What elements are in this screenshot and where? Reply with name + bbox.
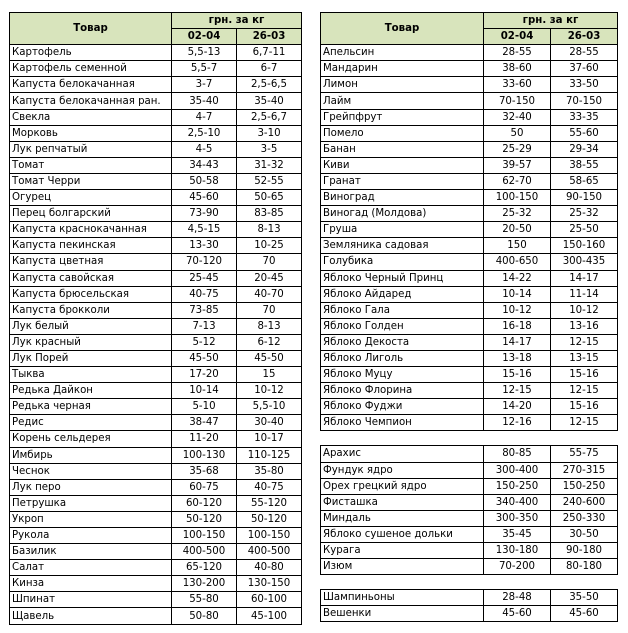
product-name-cell: Тыква — [10, 367, 172, 383]
table-row — [10, 125, 302, 141]
product-name-cell: Лук красный — [10, 334, 172, 350]
product-name-cell: Лимон — [321, 77, 484, 93]
table-row — [321, 334, 618, 350]
price-date1-cell: 28-48 — [484, 590, 551, 606]
price-date2-cell: 33-35 — [551, 109, 618, 125]
price-date2-cell: 28-55 — [551, 45, 618, 61]
product-name-cell: Капуста белокачанная — [10, 77, 172, 93]
table-row — [10, 270, 302, 286]
price-date2-cell: 270-315 — [551, 462, 618, 478]
table-row — [321, 590, 618, 606]
price-date2-cell: 10-17 — [237, 431, 302, 447]
table-row — [321, 270, 618, 286]
table-row — [10, 190, 302, 206]
price-date2-cell: 150-160 — [551, 238, 618, 254]
price-date2-cell: 20-45 — [237, 270, 302, 286]
price-date2-cell: 90-150 — [551, 190, 618, 206]
group-spacer — [321, 431, 618, 446]
price-date2-cell: 8-13 — [237, 318, 302, 334]
product-name-cell: Салат — [10, 560, 172, 576]
price-date1-cell: 5-12 — [172, 334, 237, 350]
table-row — [321, 302, 618, 318]
price-date1-cell: 73-90 — [172, 206, 237, 222]
table-row — [10, 576, 302, 592]
price-date1-cell: 15-16 — [484, 367, 551, 383]
price-date1-cell: 12-16 — [484, 415, 551, 431]
price-date2-cell: 55-60 — [551, 125, 618, 141]
table-row — [321, 238, 618, 254]
price-date1-cell: 50-58 — [172, 173, 237, 189]
product-name-cell: Вешенки — [321, 606, 484, 622]
price-date1-cell: 50 — [484, 125, 551, 141]
price-date1-cell: 14-20 — [484, 399, 551, 415]
table-row — [10, 77, 302, 93]
product-name-cell: Изюм — [321, 559, 484, 575]
table-row — [10, 238, 302, 254]
product-name-cell: Голубика — [321, 254, 484, 270]
product-name-cell: Редис — [10, 415, 172, 431]
vegetables-table-body — [10, 45, 302, 624]
column-header-date2: 26-03 — [237, 29, 302, 45]
price-date1-cell: 130-180 — [484, 543, 551, 559]
table-row — [10, 528, 302, 544]
product-name-cell: Яблоко Голден — [321, 318, 484, 334]
table-row — [10, 479, 302, 495]
table-row — [321, 222, 618, 238]
price-date2-cell: 40-70 — [237, 286, 302, 302]
product-name-cell: Чеснок — [10, 463, 172, 479]
price-date2-cell: 29-34 — [551, 141, 618, 157]
product-name-cell: Лук Порей — [10, 350, 172, 366]
price-date2-cell: 52-55 — [237, 173, 302, 189]
price-date2-cell: 50-65 — [237, 190, 302, 206]
price-date1-cell: 35-45 — [484, 526, 551, 542]
product-name-cell: Укроп — [10, 511, 172, 527]
price-date2-cell: 33-50 — [551, 77, 618, 93]
product-name-cell: Томат — [10, 157, 172, 173]
price-date1-cell: 130-200 — [172, 576, 237, 592]
table-row — [10, 350, 302, 366]
table-row — [321, 173, 618, 189]
product-name-cell: Миндаль — [321, 510, 484, 526]
price-date2-cell: 35-50 — [551, 590, 618, 606]
group-spacer — [321, 575, 618, 590]
price-date2-cell: 250-330 — [551, 510, 618, 526]
table-row — [10, 383, 302, 399]
table-row — [321, 526, 618, 542]
price-date1-cell: 150 — [484, 238, 551, 254]
product-name-cell: Капуста цветная — [10, 254, 172, 270]
product-name-cell: Курага — [321, 543, 484, 559]
price-date1-cell: 35-68 — [172, 463, 237, 479]
price-date1-cell: 73-85 — [172, 302, 237, 318]
price-date1-cell: 12-15 — [484, 383, 551, 399]
table-row — [10, 511, 302, 527]
table-row — [10, 254, 302, 270]
price-date1-cell: 10-14 — [484, 286, 551, 302]
product-name-cell: Огурец — [10, 190, 172, 206]
table-row — [321, 446, 618, 462]
table-row — [10, 334, 302, 350]
price-date1-cell: 5-10 — [172, 399, 237, 415]
price-date1-cell: 300-350 — [484, 510, 551, 526]
product-name-cell: Яблоко Флорина — [321, 383, 484, 399]
price-date1-cell: 60-120 — [172, 495, 237, 511]
table-row — [10, 608, 302, 624]
table-row — [321, 109, 618, 125]
price-date2-cell: 40-80 — [237, 560, 302, 576]
table-row — [10, 431, 302, 447]
price-date1-cell: 4-7 — [172, 109, 237, 125]
table-row — [321, 254, 618, 270]
price-date2-cell: 2,5-6,7 — [237, 109, 302, 125]
table-row — [321, 478, 618, 494]
product-name-cell: Яблоко Гала — [321, 302, 484, 318]
price-date1-cell: 28-55 — [484, 45, 551, 61]
price-date2-cell: 10-12 — [551, 302, 618, 318]
product-name-cell: Редька Дайкон — [10, 383, 172, 399]
price-date2-cell: 45-60 — [551, 606, 618, 622]
price-date2-cell: 10-12 — [237, 383, 302, 399]
product-name-cell: Лук перо — [10, 479, 172, 495]
price-date1-cell: 100-150 — [172, 528, 237, 544]
price-date1-cell: 13-30 — [172, 238, 237, 254]
price-date2-cell: 25-50 — [551, 222, 618, 238]
price-date1-cell: 65-120 — [172, 560, 237, 576]
price-date2-cell: 12-15 — [551, 334, 618, 350]
table-row — [10, 157, 302, 173]
table-row — [321, 399, 618, 415]
price-date2-cell: 83-85 — [237, 206, 302, 222]
price-date2-cell: 13-15 — [551, 350, 618, 366]
price-date2-cell: 55-120 — [237, 495, 302, 511]
product-name-cell: Корень сельдерея — [10, 431, 172, 447]
table-row — [10, 399, 302, 415]
price-date1-cell: 25-45 — [172, 270, 237, 286]
product-name-cell: Томат Черри — [10, 173, 172, 189]
price-date1-cell: 55-80 — [172, 592, 237, 608]
table-row — [10, 93, 302, 109]
price-date2-cell: 30-40 — [237, 415, 302, 431]
product-name-cell: Лайм — [321, 93, 484, 109]
product-name-cell: Шампиньоны — [321, 590, 484, 606]
price-date1-cell: 20-50 — [484, 222, 551, 238]
fruits-table-body — [321, 45, 618, 622]
price-date1-cell: 33-60 — [484, 77, 551, 93]
table-row — [10, 302, 302, 318]
product-name-cell: Помело — [321, 125, 484, 141]
table-row — [10, 415, 302, 431]
price-date2-cell: 110-125 — [237, 447, 302, 463]
price-date2-cell: 35-40 — [237, 93, 302, 109]
price-date2-cell: 100-150 — [237, 528, 302, 544]
table-row — [10, 109, 302, 125]
price-date1-cell: 38-60 — [484, 61, 551, 77]
price-date2-cell: 15 — [237, 367, 302, 383]
product-name-cell: Лук белый — [10, 318, 172, 334]
table-row — [10, 141, 302, 157]
product-name-cell: Капуста краснокачанная — [10, 222, 172, 238]
price-date1-cell: 4-5 — [172, 141, 237, 157]
price-date1-cell: 32-40 — [484, 109, 551, 125]
table-row — [321, 318, 618, 334]
table-row — [10, 173, 302, 189]
product-name-cell: Банан — [321, 141, 484, 157]
table-row — [321, 93, 618, 109]
table-row — [321, 125, 618, 141]
product-name-cell: Капуста брокколи — [10, 302, 172, 318]
table-row — [10, 206, 302, 222]
product-name-cell: Капуста белокачанная ран. — [10, 93, 172, 109]
table-row — [321, 77, 618, 93]
table-row — [321, 383, 618, 399]
column-header-date1: 02-04 — [484, 29, 551, 45]
table-row — [321, 190, 618, 206]
product-name-cell: Земляника садовая — [321, 238, 484, 254]
product-name-cell: Яблоко Муцу — [321, 367, 484, 383]
product-name-cell: Киви — [321, 157, 484, 173]
table-row — [10, 45, 302, 61]
product-name-cell: Яблоко Декоста — [321, 334, 484, 350]
product-name-cell: Яблоко сушеное дольки — [321, 526, 484, 542]
product-name-cell: Рукола — [10, 528, 172, 544]
column-header-date1: 02-04 — [172, 29, 237, 45]
product-name-cell: Виноград — [321, 190, 484, 206]
price-date1-cell: 70-200 — [484, 559, 551, 575]
price-date2-cell: 5,5-10 — [237, 399, 302, 415]
table-row — [10, 367, 302, 383]
product-name-cell: Яблоко Чемпион — [321, 415, 484, 431]
price-date2-cell: 37-60 — [551, 61, 618, 77]
price-date1-cell: 150-250 — [484, 478, 551, 494]
price-date1-cell: 10-14 — [172, 383, 237, 399]
product-name-cell: Апельсин — [321, 45, 484, 61]
table-row — [10, 447, 302, 463]
price-date1-cell: 7-13 — [172, 318, 237, 334]
price-date1-cell: 100-150 — [484, 190, 551, 206]
product-name-cell: Арахис — [321, 446, 484, 462]
price-date1-cell: 3-7 — [172, 77, 237, 93]
price-date2-cell: 25-32 — [551, 206, 618, 222]
price-date2-cell: 50-120 — [237, 511, 302, 527]
table-row — [321, 494, 618, 510]
price-date1-cell: 340-400 — [484, 494, 551, 510]
table-row — [321, 606, 618, 622]
product-name-cell: Гранат — [321, 173, 484, 189]
price-date2-cell: 35-80 — [237, 463, 302, 479]
price-date2-cell: 30-50 — [551, 526, 618, 542]
table-row — [10, 463, 302, 479]
price-date2-cell: 15-16 — [551, 399, 618, 415]
price-date2-cell: 70 — [237, 254, 302, 270]
price-date1-cell: 50-80 — [172, 608, 237, 624]
price-date2-cell: 38-55 — [551, 157, 618, 173]
price-date1-cell: 70-120 — [172, 254, 237, 270]
table-row — [321, 350, 618, 366]
product-name-cell: Яблоко Айдаред — [321, 286, 484, 302]
price-date1-cell: 25-32 — [484, 206, 551, 222]
price-date2-cell: 14-17 — [551, 270, 618, 286]
price-date1-cell: 400-650 — [484, 254, 551, 270]
table-row — [321, 415, 618, 431]
product-name-cell: Фисташка — [321, 494, 484, 510]
price-date2-cell: 90-180 — [551, 543, 618, 559]
price-date2-cell: 45-50 — [237, 350, 302, 366]
product-name-cell: Капуста пекинская — [10, 238, 172, 254]
price-date1-cell: 5,5-13 — [172, 45, 237, 61]
product-name-cell: Мандарин — [321, 61, 484, 77]
price-date1-cell: 17-20 — [172, 367, 237, 383]
price-date1-cell: 25-29 — [484, 141, 551, 157]
price-date2-cell: 45-100 — [237, 608, 302, 624]
price-date1-cell: 45-50 — [172, 350, 237, 366]
product-name-cell: Кинза — [10, 576, 172, 592]
price-date2-cell: 3-10 — [237, 125, 302, 141]
price-date2-cell: 240-600 — [551, 494, 618, 510]
price-date2-cell: 70 — [237, 302, 302, 318]
price-date1-cell: 10-12 — [484, 302, 551, 318]
price-date1-cell: 400-500 — [172, 544, 237, 560]
column-header-unit: грн. за кг — [172, 13, 302, 29]
price-date2-cell: 10-25 — [237, 238, 302, 254]
table-row — [321, 45, 618, 61]
table-row — [321, 559, 618, 575]
column-header-date2: 26-03 — [551, 29, 618, 45]
table-row — [321, 367, 618, 383]
table-row — [10, 318, 302, 334]
price-date2-cell: 40-75 — [237, 479, 302, 495]
table-row — [321, 206, 618, 222]
price-date2-cell: 15-16 — [551, 367, 618, 383]
product-name-cell: Грейпфрут — [321, 109, 484, 125]
price-date1-cell: 13-18 — [484, 350, 551, 366]
table-row — [10, 544, 302, 560]
table-row — [321, 141, 618, 157]
product-name-cell: Виногад (Молдова) — [321, 206, 484, 222]
price-date2-cell: 11-14 — [551, 286, 618, 302]
price-date2-cell: 400-500 — [237, 544, 302, 560]
product-name-cell: Картофель — [10, 45, 172, 61]
product-name-cell: Яблоко Лиголь — [321, 350, 484, 366]
price-date2-cell: 80-180 — [551, 559, 618, 575]
product-name-cell: Морковь — [10, 125, 172, 141]
column-header-product: Товар — [10, 13, 172, 45]
price-date1-cell: 5,5-7 — [172, 61, 237, 77]
price-date2-cell: 12-15 — [551, 415, 618, 431]
product-name-cell: Картофель семенной — [10, 61, 172, 77]
price-date1-cell: 80-85 — [484, 446, 551, 462]
price-date1-cell: 39-57 — [484, 157, 551, 173]
table-row — [321, 462, 618, 478]
price-date2-cell: 6-12 — [237, 334, 302, 350]
price-date1-cell: 2,5-10 — [172, 125, 237, 141]
price-date1-cell: 38-47 — [172, 415, 237, 431]
price-date1-cell: 34-43 — [172, 157, 237, 173]
product-name-cell: Имбирь — [10, 447, 172, 463]
product-name-cell: Перец болгарский — [10, 206, 172, 222]
price-date1-cell: 14-22 — [484, 270, 551, 286]
price-date2-cell: 55-75 — [551, 446, 618, 462]
price-date2-cell: 3-5 — [237, 141, 302, 157]
column-header-unit: грн. за кг — [484, 13, 618, 29]
price-date1-cell: 4,5-15 — [172, 222, 237, 238]
price-date2-cell: 31-32 — [237, 157, 302, 173]
price-date1-cell: 35-40 — [172, 93, 237, 109]
price-date2-cell: 58-65 — [551, 173, 618, 189]
product-name-cell: Свекла — [10, 109, 172, 125]
product-name-cell: Яблоко Черный Принц — [321, 270, 484, 286]
table-row — [321, 157, 618, 173]
table-row — [10, 560, 302, 576]
price-date2-cell: 6-7 — [237, 61, 302, 77]
table-row — [10, 61, 302, 77]
table-row — [321, 61, 618, 77]
price-date1-cell: 16-18 — [484, 318, 551, 334]
price-date2-cell: 2,5-6,5 — [237, 77, 302, 93]
price-date1-cell: 60-75 — [172, 479, 237, 495]
table-row — [10, 286, 302, 302]
table-row — [10, 592, 302, 608]
product-name-cell: Капуста савойская — [10, 270, 172, 286]
table-row — [321, 286, 618, 302]
product-name-cell: Капуста брюсельская — [10, 286, 172, 302]
price-date1-cell: 11-20 — [172, 431, 237, 447]
product-name-cell: Петрушка — [10, 495, 172, 511]
vegetables-price-table — [9, 12, 302, 625]
price-date2-cell: 8-13 — [237, 222, 302, 238]
price-date2-cell: 13-16 — [551, 318, 618, 334]
fruits-price-table — [320, 12, 618, 622]
price-date1-cell: 300-400 — [484, 462, 551, 478]
product-name-cell: Лук репчатый — [10, 141, 172, 157]
product-name-cell: Редька черная — [10, 399, 172, 415]
column-header-product: Товар — [321, 13, 484, 45]
price-date2-cell: 60-100 — [237, 592, 302, 608]
product-name-cell: Шпинат — [10, 592, 172, 608]
price-date2-cell: 150-250 — [551, 478, 618, 494]
price-date1-cell: 100-130 — [172, 447, 237, 463]
price-date2-cell: 130-150 — [237, 576, 302, 592]
product-name-cell: Щавель — [10, 608, 172, 624]
price-date1-cell: 14-17 — [484, 334, 551, 350]
product-name-cell: Фундук ядро — [321, 462, 484, 478]
product-name-cell: Орех грецкий ядро — [321, 478, 484, 494]
table-row — [321, 510, 618, 526]
price-date1-cell: 50-120 — [172, 511, 237, 527]
price-date2-cell: 6,7-11 — [237, 45, 302, 61]
table-row — [10, 495, 302, 511]
table-row — [10, 222, 302, 238]
price-date1-cell: 70-150 — [484, 93, 551, 109]
product-name-cell: Базилик — [10, 544, 172, 560]
table-row — [321, 543, 618, 559]
price-date1-cell: 40-75 — [172, 286, 237, 302]
price-date1-cell: 45-60 — [484, 606, 551, 622]
product-name-cell: Яблоко Фуджи — [321, 399, 484, 415]
price-date2-cell: 70-150 — [551, 93, 618, 109]
price-date2-cell: 300-435 — [551, 254, 618, 270]
price-date2-cell: 12-15 — [551, 383, 618, 399]
product-name-cell: Груша — [321, 222, 484, 238]
price-date1-cell: 45-60 — [172, 190, 237, 206]
price-date1-cell: 62-70 — [484, 173, 551, 189]
